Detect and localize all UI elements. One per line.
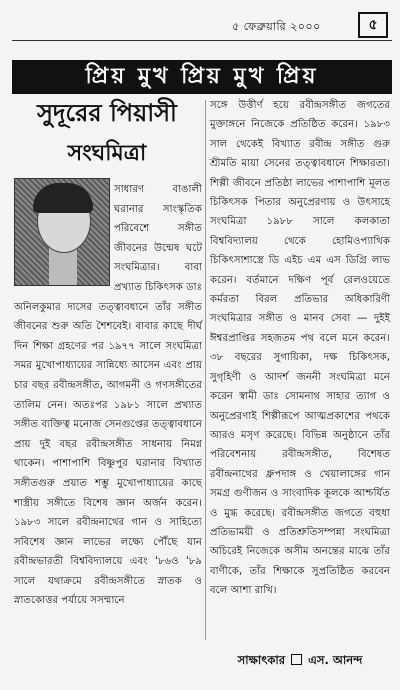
byline-prefix: সাক্ষাৎকার [237, 653, 286, 667]
header-rule [12, 40, 392, 41]
article-title: সুদূরের পিয়াসী [37, 99, 177, 127]
square-icon [291, 654, 302, 665]
right-column-text: সঙ্গে উত্তীর্ণ হয়ে রবীন্দ্রসঙ্গীত জগতের মুক্তাঙ্গনে নিজেকে প্রতিষ্ঠিত করেন। ১৯৮৩ সাল থেকেই বিখ্যাত রবীন্দ্র সঙ্গীত গুরু শ্রীমতি মায়া সেনের তত্ত্বাবধানে শিক্ষারতা। শিল্পী জীবনে প্রতিষ্ঠা লাভের পাশাপাশি মূলত চিকিৎসক পিতার অনুপ্রেরণায় ও উৎসাহে সংঘমিত্রা ১৯৮৮ সালে কলকাতা বিশ্ববিদ্যালয় থেকে হোমিওপ্যাথিক চিকিৎসাশাস্ত্রে ডি এইচ এম এস ডিগ্রি লাভ করেন। বর্তমানে দক্ষিণ পূর্ব রেলওয়েতে কর্মরতা বিরল প্রতিভার অধিকারিণী সংঘমিত্রার সঙ্গীত ও মানব সেবা — দুইই ঈশ্বরপ্রাপ্তির সহজতম পথ বলে মনে করেন। ৩৮ বছরের সুগায়িকা, দক্ষ চিকিৎসক, সুগৃহিণী ও আদর্শ জননী সংঘমিত্রা মনে করেন স্বামী ডাঃ সোমনাথ সাহার ত্যাগ ও অনুপ্রেরণাই শিল্পীরূপে আত্মপ্রকাশের পথকে আরও মসৃণ করেছে। বিভিন্ন অনুষ্ঠানে তাঁর পরিবেশনায় রবীন্দ্রসঙ্গীত, বিশেষত রবীন্দ্রনাথের ধ্রুপদাঙ্গ ও খেয়ালাঙ্গের গান সমগ্র গুণীজন ও সাংবাদিক কূলকে আশ্চর্যিত ও মুগ্ধ করেছে। রবীন্দ্রসঙ্গীত জগতে বহুধা প্রতিভাময়ী ও প্রতিশ্রুতিসম্পন্না সংঘমিত্রা অচিরেই নিজেকে অসীম অনন্তের মাঝে তাঁর বাণীকে, তাঁর শিক্ষাকে সুপ্রতিষ্ঠিত করবেন বলে আশা রাখি। [210, 100, 390, 597]
left-column-text: সাধারণ বাঙালী ঘরানার সাংস্কৃতিক পরিবেশে সঙ্গীত জীবনের উন্মেষ ঘটে সংঘমিত্রার। বাবা প্রখ্যাত চিকিৎসক ডাঃ অনিলকুমার দাসের তত্ত্বাবধানে তাঁর সঙ্গীত জীবনের শুরু অতি শৈশবেই। বাবার কাছে দীর্ঘ দিন শিক্ষা গ্রহণের পর ১৯৭৭ সালে সংঘমিত্রা সমর মুখোপাধ্যায়ের সান্নিধ্যে আসেন এবং প্রায় চার বছর রবীন্দ্রসঙ্গীত, আগমনী ও গণসঙ্গীতের তালিম নেন। অতঃপর ১৯৮১ সালে প্রখ্যাত সঙ্গীত ব্যক্তিত্ব মনোজ সেনগুপ্তের তত্ত্বাবধানে প্রায় দুই বছর রবীন্দ্রসঙ্গীত সাধনায় নিমগ্ন থাকেন। পাশাপাশি বিষ্ণুপুর ঘরানার বিখ্যাত সঙ্গীতগুরু প্রয়াত শম্ভু মুখোপাধ্যায়ের কাছে শাস্ত্রীয় সঙ্গীতে বিশেষ জ্ঞান অর্জন করেন। ১৯৮৩ সালে রবীন্দ্রনাথের গান ও সাহিত্যে সবিশেষ জ্ঞান লাভের লক্ষ্যে পৌঁছে যান রবীন্দ্রভারতী বিশ্ববিদ্যালয়ে এবং '৮৬ও '৮৯ সালে যথাক্রমে রবীন্দ্রসঙ্গীতে স্নাতক ও স্নাতকোত্তর পর্যায়ে সসম্মানে [14, 184, 202, 607]
portrait-photo [14, 178, 110, 286]
portrait-hair [33, 183, 93, 213]
column-divider [205, 100, 206, 640]
byline-name: এস. আনন্দ [308, 653, 363, 667]
byline [210, 652, 390, 671]
article-right-column [210, 96, 390, 601]
issue-date: ৫ ফেব্রুয়ারি ২০০০ [232, 20, 321, 33]
article-subtitle: সংঘমিত্রা [67, 141, 147, 166]
section-banner: প্রিয় মুখ প্রিয় মুখ প্রিয় [12, 60, 392, 94]
page-number: ৫ [358, 12, 388, 38]
